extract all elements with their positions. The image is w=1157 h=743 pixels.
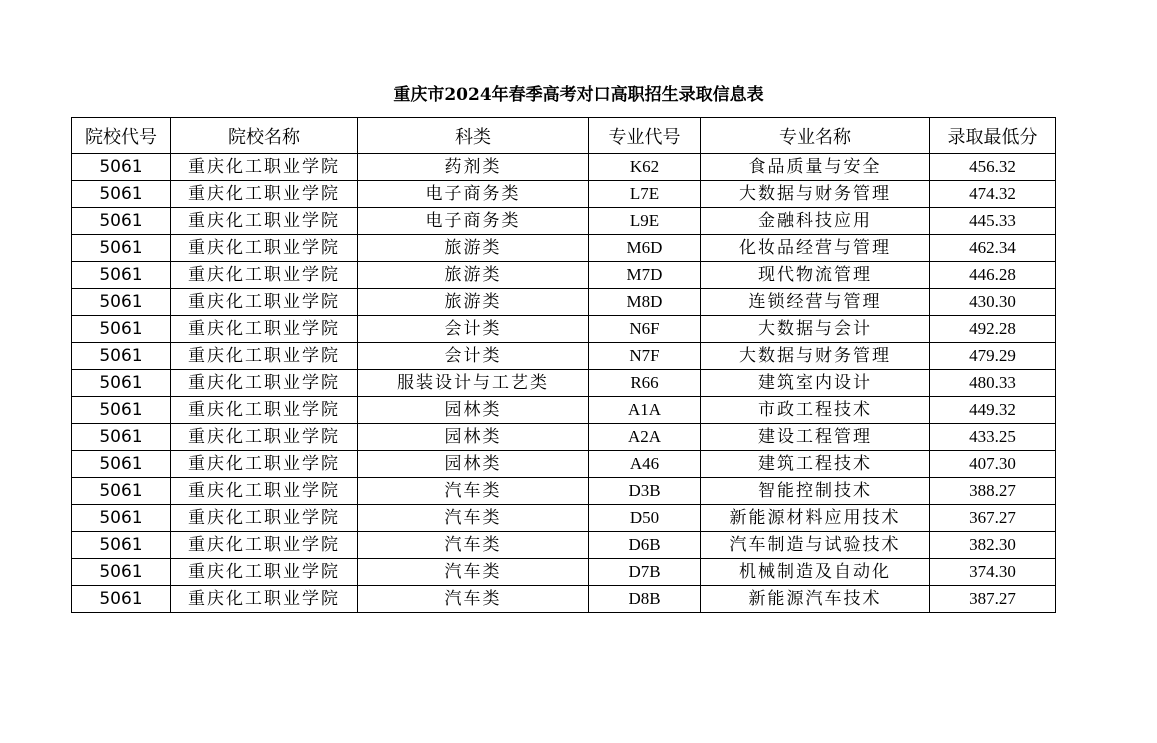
category-cell: 旅游类: [358, 262, 589, 289]
school-name-cell: 重庆化工职业学院: [171, 208, 358, 235]
major-code-cell: M7D: [589, 262, 701, 289]
category-cell: 汽车类: [358, 586, 589, 613]
major-code-cell: N6F: [589, 316, 701, 343]
table-row: [72, 370, 1056, 397]
category-cell: 汽车类: [358, 532, 589, 559]
school-name-cell: 重庆化工职业学院: [171, 235, 358, 262]
column-header-major-code: 专业代号: [589, 118, 701, 154]
table-row: [72, 262, 1056, 289]
major-name-cell: 市政工程技术: [701, 397, 930, 424]
school-name-cell: 重庆化工职业学院: [171, 343, 358, 370]
table-header-row: [72, 118, 1056, 154]
major-name-cell: 食品质量与安全: [701, 154, 930, 181]
category-cell: 服装设计与工艺类: [358, 370, 589, 397]
major-code-cell: L7E: [589, 181, 701, 208]
table-row: [72, 235, 1056, 262]
category-cell: 汽车类: [358, 559, 589, 586]
category-cell: 汽车类: [358, 478, 589, 505]
table-row: [72, 532, 1056, 559]
min-score-cell: 445.33: [930, 208, 1056, 235]
school-code-cell: 5061: [72, 424, 171, 451]
major-name-cell: 连锁经营与管理: [701, 289, 930, 316]
table-row: [72, 289, 1056, 316]
school-name-cell: 重庆化工职业学院: [171, 478, 358, 505]
major-code-cell: D50: [589, 505, 701, 532]
major-code-cell: A2A: [589, 424, 701, 451]
major-name-cell: 化妆品经营与管理: [701, 235, 930, 262]
school-code-cell: 5061: [72, 343, 171, 370]
min-score-cell: 433.25: [930, 424, 1056, 451]
column-header-school-name: 院校名称: [171, 118, 358, 154]
min-score-cell: 387.27: [930, 586, 1056, 613]
table-row: [72, 181, 1056, 208]
school-code-cell: 5061: [72, 289, 171, 316]
category-cell: 园林类: [358, 397, 589, 424]
major-name-cell: 大数据与财务管理: [701, 181, 930, 208]
school-name-cell: 重庆化工职业学院: [171, 370, 358, 397]
school-name-cell: 重庆化工职业学院: [171, 154, 358, 181]
category-cell: 旅游类: [358, 235, 589, 262]
table-row: [72, 424, 1056, 451]
column-header-min-score: 录取最低分: [930, 118, 1056, 154]
major-name-cell: 大数据与财务管理: [701, 343, 930, 370]
category-cell: 会计类: [358, 343, 589, 370]
major-code-cell: M8D: [589, 289, 701, 316]
school-code-cell: 5061: [72, 559, 171, 586]
major-code-cell: A1A: [589, 397, 701, 424]
category-cell: 电子商务类: [358, 208, 589, 235]
column-header-major-name: 专业名称: [701, 118, 930, 154]
category-cell: 药剂类: [358, 154, 589, 181]
school-code-cell: 5061: [72, 397, 171, 424]
school-name-cell: 重庆化工职业学院: [171, 559, 358, 586]
category-cell: 旅游类: [358, 289, 589, 316]
school-name-cell: 重庆化工职业学院: [171, 451, 358, 478]
table-row: [72, 478, 1056, 505]
major-name-cell: 建筑工程技术: [701, 451, 930, 478]
table-row: [72, 208, 1056, 235]
category-cell: 园林类: [358, 451, 589, 478]
major-name-cell: 新能源汽车技术: [701, 586, 930, 613]
min-score-cell: 430.30: [930, 289, 1056, 316]
table-row: [72, 451, 1056, 478]
table-row: [72, 316, 1056, 343]
school-name-cell: 重庆化工职业学院: [171, 424, 358, 451]
min-score-cell: 449.32: [930, 397, 1056, 424]
school-code-cell: 5061: [72, 478, 171, 505]
page-title: 重庆市2024年春季高考对口高职招生录取信息表: [393, 85, 764, 105]
school-code-cell: 5061: [72, 262, 171, 289]
major-code-cell: M6D: [589, 235, 701, 262]
column-header-category: 科类: [358, 118, 589, 154]
table-row: [72, 586, 1056, 613]
admission-table: [71, 117, 1056, 613]
major-code-cell: N7F: [589, 343, 701, 370]
table-body: [72, 154, 1056, 613]
major-code-cell: L9E: [589, 208, 701, 235]
major-name-cell: 新能源材料应用技术: [701, 505, 930, 532]
major-name-cell: 建筑室内设计: [701, 370, 930, 397]
school-name-cell: 重庆化工职业学院: [171, 181, 358, 208]
school-name-cell: 重庆化工职业学院: [171, 532, 358, 559]
school-code-cell: 5061: [72, 235, 171, 262]
table-row: [72, 343, 1056, 370]
school-code-cell: 5061: [72, 586, 171, 613]
min-score-cell: 462.34: [930, 235, 1056, 262]
category-cell: 汽车类: [358, 505, 589, 532]
school-code-cell: 5061: [72, 370, 171, 397]
major-name-cell: 机械制造及自动化: [701, 559, 930, 586]
min-score-cell: 407.30: [930, 451, 1056, 478]
category-cell: 园林类: [358, 424, 589, 451]
school-name-cell: 重庆化工职业学院: [171, 586, 358, 613]
major-name-cell: 现代物流管理: [701, 262, 930, 289]
major-code-cell: R66: [589, 370, 701, 397]
school-code-cell: 5061: [72, 532, 171, 559]
min-score-cell: 492.28: [930, 316, 1056, 343]
min-score-cell: 446.28: [930, 262, 1056, 289]
major-name-cell: 大数据与会计: [701, 316, 930, 343]
min-score-cell: 374.30: [930, 559, 1056, 586]
table-row: [72, 154, 1056, 181]
major-code-cell: D6B: [589, 532, 701, 559]
school-name-cell: 重庆化工职业学院: [171, 262, 358, 289]
school-code-cell: 5061: [72, 181, 171, 208]
table-row: [72, 505, 1056, 532]
school-name-cell: 重庆化工职业学院: [171, 397, 358, 424]
major-name-cell: 建设工程管理: [701, 424, 930, 451]
school-code-cell: 5061: [72, 208, 171, 235]
min-score-cell: 479.29: [930, 343, 1056, 370]
min-score-cell: 367.27: [930, 505, 1056, 532]
major-name-cell: 汽车制造与试验技术: [701, 532, 930, 559]
major-code-cell: D8B: [589, 586, 701, 613]
school-name-cell: 重庆化工职业学院: [171, 505, 358, 532]
min-score-cell: 388.27: [930, 478, 1056, 505]
school-code-cell: 5061: [72, 154, 171, 181]
school-name-cell: 重庆化工职业学院: [171, 316, 358, 343]
major-code-cell: K62: [589, 154, 701, 181]
major-name-cell: 智能控制技术: [701, 478, 930, 505]
category-cell: 电子商务类: [358, 181, 589, 208]
major-code-cell: D7B: [589, 559, 701, 586]
column-header-school-code: 院校代号: [72, 118, 171, 154]
min-score-cell: 480.33: [930, 370, 1056, 397]
major-code-cell: D3B: [589, 478, 701, 505]
table-row: [72, 559, 1056, 586]
table-row: [72, 397, 1056, 424]
min-score-cell: 474.32: [930, 181, 1056, 208]
school-code-cell: 5061: [72, 451, 171, 478]
school-code-cell: 5061: [72, 505, 171, 532]
min-score-cell: 382.30: [930, 532, 1056, 559]
major-name-cell: 金融科技应用: [701, 208, 930, 235]
school-code-cell: 5061: [72, 316, 171, 343]
min-score-cell: 456.32: [930, 154, 1056, 181]
category-cell: 会计类: [358, 316, 589, 343]
major-code-cell: A46: [589, 451, 701, 478]
school-name-cell: 重庆化工职业学院: [171, 289, 358, 316]
